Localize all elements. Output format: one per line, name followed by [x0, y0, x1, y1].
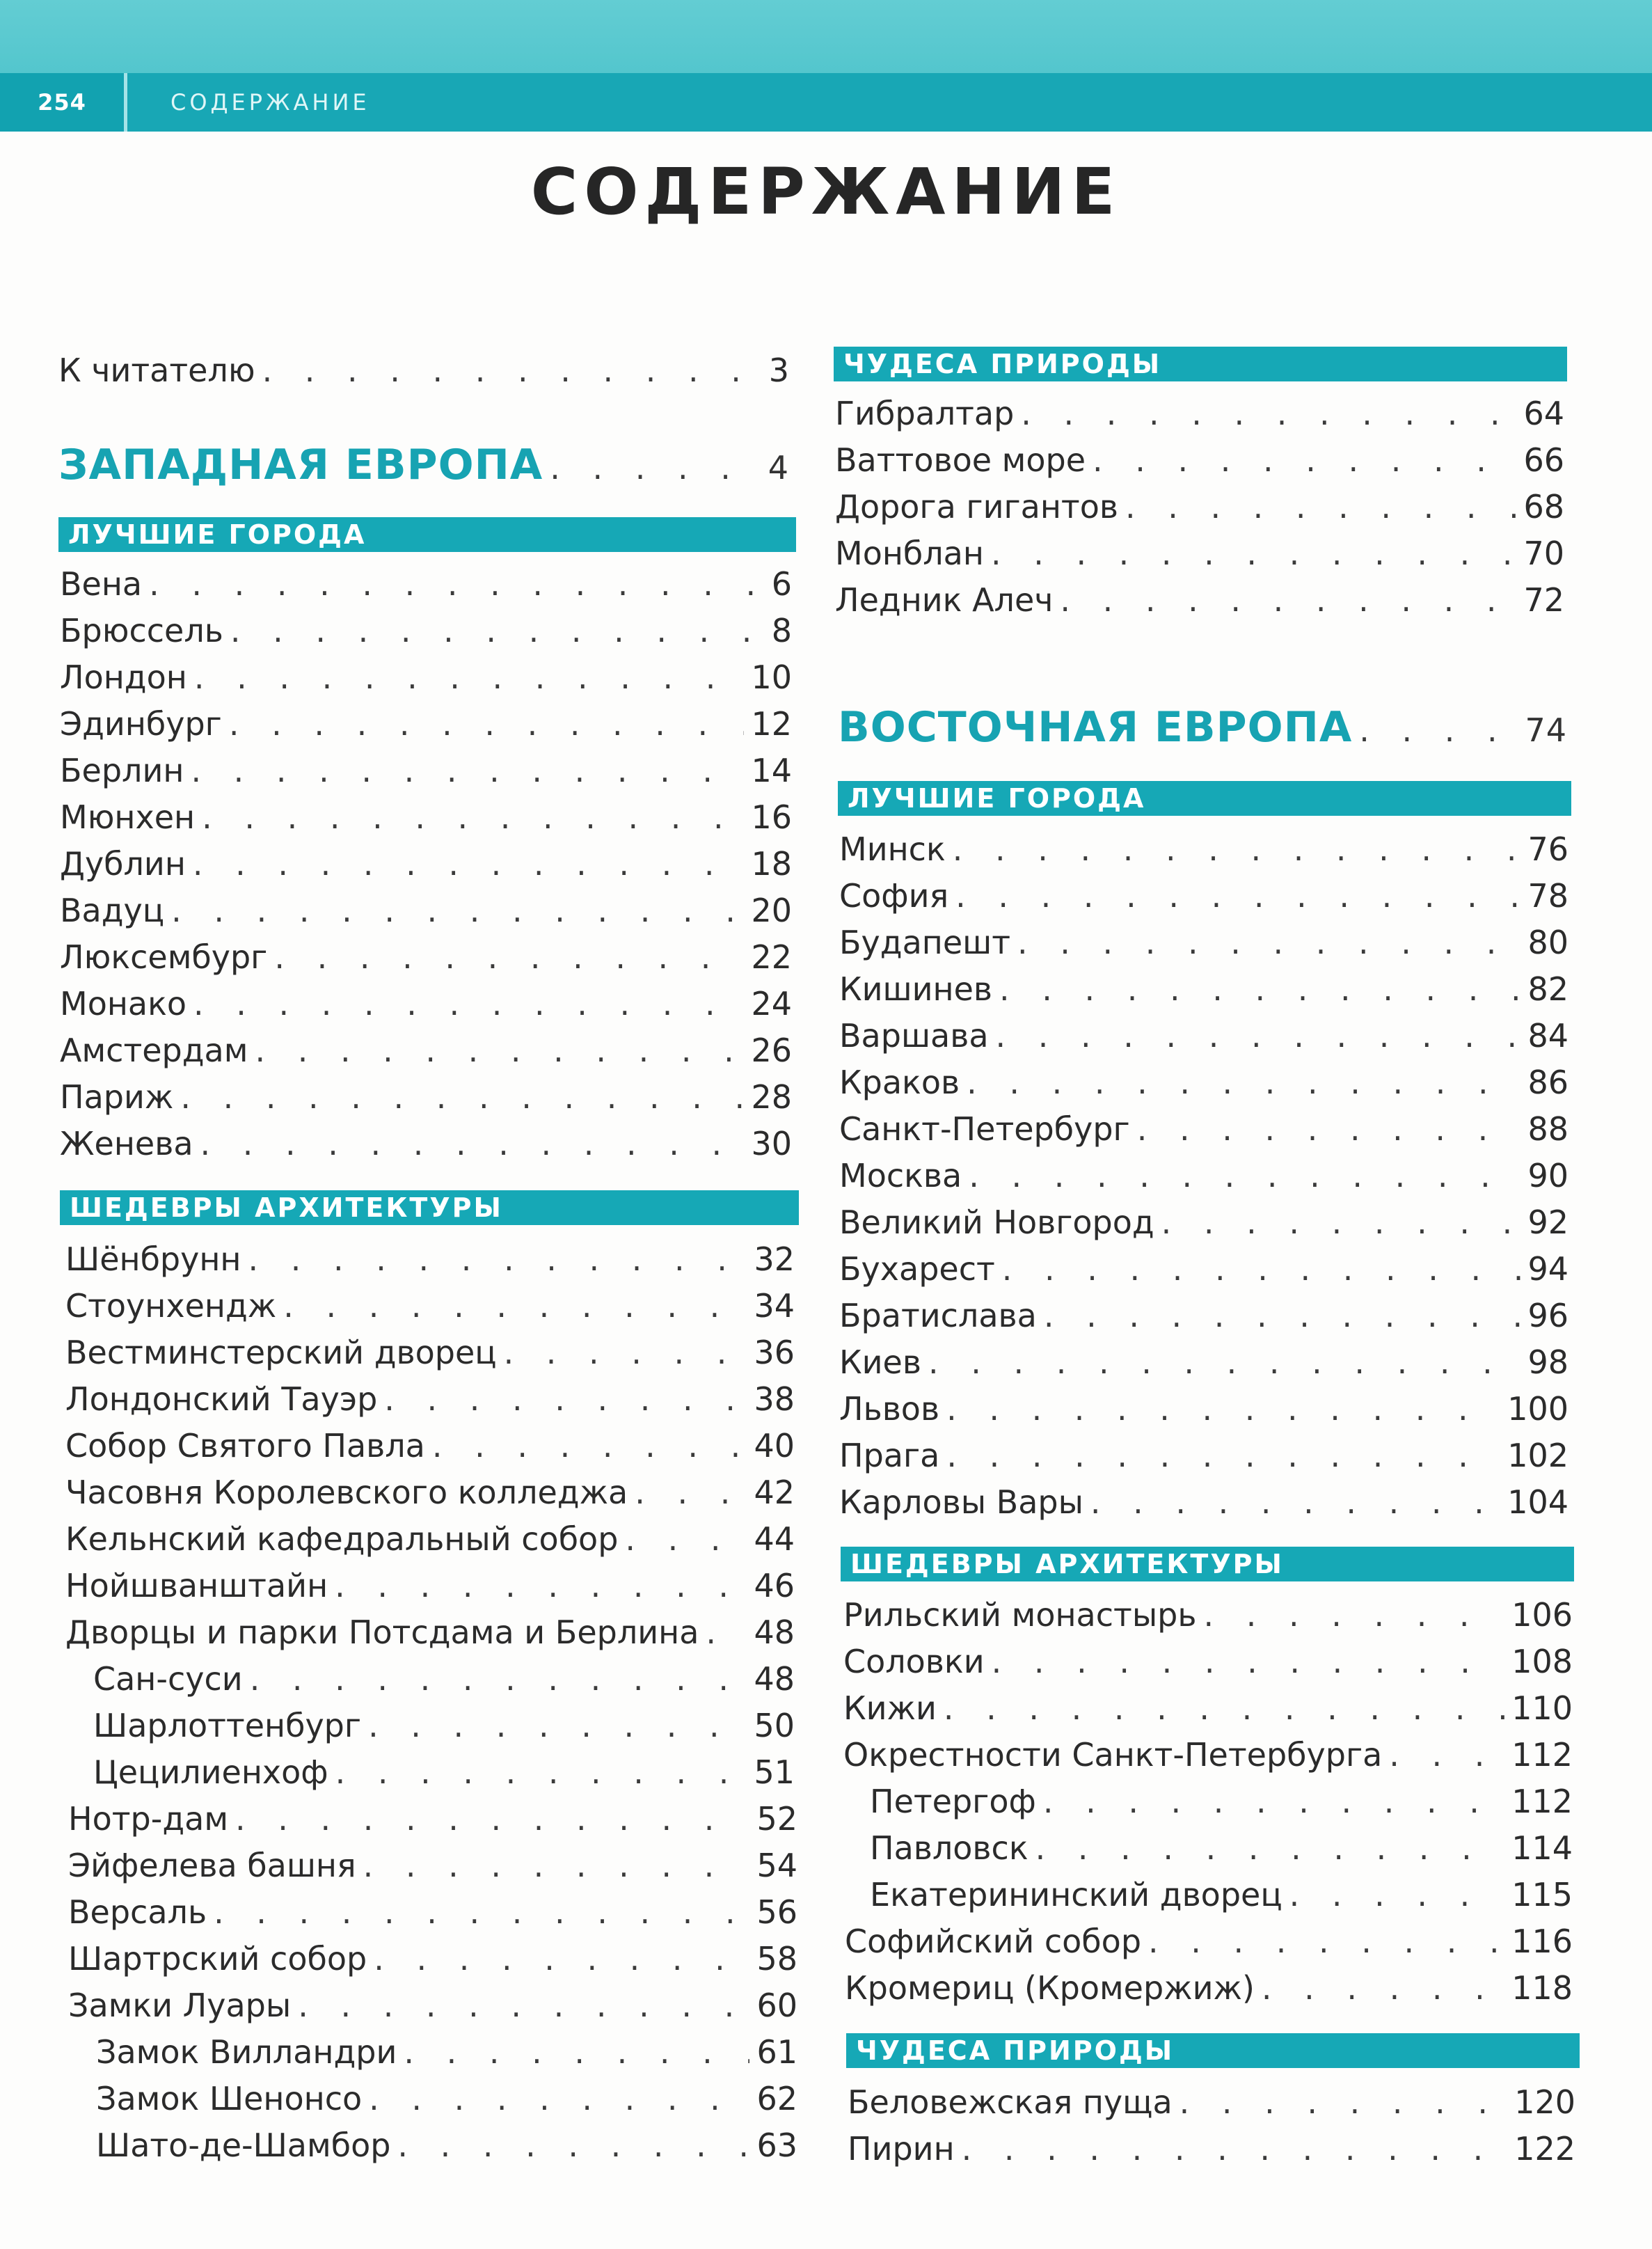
toc-entry-page: 62	[756, 2080, 797, 2117]
toc-entry-label: Брюссель	[60, 612, 223, 649]
toc-entry-page: 38	[754, 1380, 795, 1418]
toc-entry[interactable]	[60, 658, 792, 696]
toc-subentry[interactable]	[93, 1707, 795, 1744]
toc-entry-label: Амстердам	[60, 1032, 248, 1069]
subsection-bar-architecture-west: ШЕДЕВРЫ АРХИТЕКТУРЫ	[60, 1190, 799, 1225]
toc-entry[interactable]	[839, 877, 1568, 915]
toc-entry-label: Эдинбург	[60, 705, 222, 743]
toc-entry-page: 88	[1527, 1110, 1568, 1148]
toc-entry-page: 12	[751, 705, 792, 743]
toc-entry-label: Вадуц	[60, 892, 165, 929]
toc-entry-label: Павловск	[870, 1829, 1028, 1867]
toc-entry-page: 36	[754, 1334, 795, 1371]
toc-entry-page: 16	[751, 798, 792, 836]
toc-entry[interactable]	[845, 1923, 1573, 1960]
toc-entry-page: 94	[1527, 1250, 1568, 1288]
subsection-bar-best-cities-west: ЛУЧШИЕ ГОРОДА	[58, 517, 796, 552]
toc-entry-label: Пирин	[848, 2130, 955, 2168]
toc-entry-page: 70	[1523, 535, 1564, 572]
toc-entry[interactable]	[60, 1125, 792, 1162]
toc-entry[interactable]	[60, 1032, 792, 1069]
toc-entry[interactable]	[848, 2083, 1575, 2121]
toc-entry-page: 18	[751, 845, 792, 883]
subsection-bar-architecture-east: ШЕДЕВРЫ АРХИТЕКТУРЫ	[841, 1547, 1574, 1581]
toc-entry[interactable]	[65, 1567, 795, 1604]
section-heading-page: 74	[1525, 711, 1567, 749]
toc-entry-label: Минск	[839, 830, 946, 868]
toc-entry-page: 82	[1527, 970, 1568, 1008]
toc-entry[interactable]	[843, 1596, 1573, 1634]
toc-entry-label: Окрестности Санкт-Петербурга	[843, 1736, 1383, 1774]
toc-entry-page: 66	[1523, 441, 1564, 479]
toc-entry-page: 118	[1511, 1969, 1573, 2007]
toc-entry[interactable]	[839, 1297, 1568, 1334]
toc-entry-label: Москва	[839, 1157, 962, 1194]
toc-entry-label: Рильский монастырь	[843, 1596, 1197, 1634]
toc-subentry[interactable]	[93, 1660, 795, 1698]
toc-entry[interactable]	[60, 612, 792, 649]
toc-entry-label: Санкт-Петербург	[839, 1110, 1130, 1148]
toc-entry-page: 26	[751, 1032, 792, 1069]
toc-entry-label: Дворцы и парки Потсдама и Берлина	[65, 1613, 699, 1651]
toc-entry-label: Кельнский кафедральный собор	[65, 1520, 619, 1558]
toc-entry-label: Киев	[839, 1343, 921, 1381]
toc-entry-label: Карловы Вары	[839, 1483, 1083, 1521]
toc-entry[interactable]	[68, 1847, 797, 1884]
toc-entry[interactable]	[68, 1940, 797, 1978]
toc-entry-label: Лондонский Тауэр	[65, 1380, 378, 1418]
toc-entry[interactable]	[65, 1334, 795, 1371]
toc-subentry[interactable]	[870, 1783, 1573, 1820]
toc-entry-page: 84	[1527, 1017, 1568, 1055]
toc-entry[interactable]	[839, 1064, 1568, 1101]
toc-entry-page: 6	[771, 565, 792, 603]
toc-entry[interactable]	[839, 830, 1568, 868]
toc-entry[interactable]	[839, 924, 1568, 961]
toc-entry-page: 46	[754, 1567, 795, 1604]
toc-subentry[interactable]	[870, 1829, 1573, 1867]
toc-entry-page: 72	[1523, 581, 1564, 619]
toc-entry-label: Часовня Королевского колледжа	[65, 1474, 628, 1511]
toc-entry-page: 28	[751, 1078, 792, 1116]
toc-entry-page: 44	[754, 1520, 795, 1558]
toc-entry-page: 54	[756, 1847, 797, 1884]
toc-entry-page: 61	[756, 2033, 797, 2071]
toc-entry-label: Краков	[839, 1064, 960, 1101]
toc-entry[interactable]	[65, 1613, 795, 1651]
toc-entry-label: Сан-суси	[93, 1660, 243, 1698]
toc-entry[interactable]	[839, 1204, 1568, 1241]
toc-entry[interactable]	[60, 892, 792, 929]
toc-entry-page: 104	[1507, 1483, 1568, 1521]
toc-entry[interactable]	[60, 938, 792, 976]
section-heading-label: ВОСТОЧНАЯ ЕВРОПА	[838, 703, 1353, 752]
toc-entry-page: 112	[1511, 1783, 1573, 1820]
toc-entry-label: Ваттовое море	[835, 441, 1086, 479]
toc-entry[interactable]	[839, 1250, 1568, 1288]
toc-entry[interactable]	[845, 1969, 1573, 2007]
toc-entry-page: 120	[1514, 2083, 1575, 2121]
toc-entry[interactable]	[58, 352, 789, 389]
toc-entry-page: 51	[754, 1753, 795, 1791]
toc-entry-page: 116	[1511, 1923, 1573, 1960]
toc-entry[interactable]	[839, 970, 1568, 1008]
toc-entry-page: 96	[1527, 1297, 1568, 1334]
toc-entry-page: 122	[1514, 2130, 1575, 2168]
toc-entry-page: 42	[754, 1474, 795, 1511]
toc-entry-page: 106	[1511, 1596, 1573, 1634]
toc-entry[interactable]	[60, 985, 792, 1023]
toc-entry[interactable]	[60, 845, 792, 883]
toc-entry[interactable]	[839, 1157, 1568, 1194]
toc-entry-label: Нотр-дам	[68, 1800, 229, 1838]
toc-entry[interactable]	[843, 1736, 1573, 1774]
toc-entry-label: Люксембург	[60, 938, 268, 976]
toc-entry-page: 48	[754, 1613, 795, 1651]
toc-entry[interactable]	[843, 1689, 1573, 1727]
toc-entry-page: 110	[1511, 1689, 1573, 1727]
toc-entry-page: 64	[1523, 395, 1564, 432]
toc-entry-label: Соловки	[843, 1643, 985, 1680]
toc-entry-page: 68	[1523, 488, 1564, 526]
toc-entry-label: Дублин	[60, 845, 186, 883]
section-heading-label: ЗАПАДНАЯ ЕВРОПА	[58, 441, 543, 489]
toc-entry-page: 22	[751, 938, 792, 976]
subsection-bar-best-cities-east: ЛУЧШИЕ ГОРОДА	[838, 781, 1571, 816]
toc-entry-page: 32	[754, 1240, 795, 1278]
toc-entry-label: Мюнхен	[60, 798, 196, 836]
toc-entry-label: Ледник Алеч	[835, 581, 1054, 619]
toc-entry-label: Дорога гигантов	[835, 488, 1118, 526]
toc-entry[interactable]	[65, 1520, 795, 1558]
toc-entry[interactable]	[65, 1380, 795, 1418]
toc-entry[interactable]	[68, 1800, 797, 1838]
toc-entry-label: Кижи	[843, 1689, 937, 1727]
toc-entry[interactable]	[835, 488, 1564, 526]
toc-entry-label: Екатерининский дворец	[870, 1876, 1282, 1913]
toc-entry-label: Будапешт	[839, 924, 1011, 961]
section-heading-western-europe[interactable]	[58, 441, 789, 489]
toc-entry-label: Софийский собор	[845, 1923, 1142, 1960]
toc-entry[interactable]	[835, 535, 1564, 572]
running-title: СОДЕРЖАНИЕ	[170, 89, 370, 116]
toc-entry-label: Замок Шенонсо	[96, 2080, 363, 2117]
toc-entry-page: 8	[771, 612, 792, 649]
toc-entry[interactable]	[839, 1437, 1568, 1474]
toc-entry-page: 14	[751, 752, 792, 789]
toc-entry-label: Женева	[60, 1125, 193, 1162]
toc-entry[interactable]	[68, 1893, 797, 1931]
toc-entry-label: Собор Святого Павла	[65, 1427, 425, 1465]
toc-entry-page: 98	[1527, 1343, 1568, 1381]
toc-entry-page: 100	[1507, 1390, 1568, 1428]
toc-entry-label: София	[839, 877, 949, 915]
toc-entry-page: 63	[756, 2126, 797, 2164]
toc-entry-label: Вестминстерский дворец	[65, 1334, 497, 1371]
toc-entry-label: Нойшванштайн	[65, 1567, 328, 1604]
toc-entry-page: 78	[1527, 877, 1568, 915]
toc-subentry[interactable]	[96, 2080, 797, 2117]
toc-entry-page: 30	[751, 1125, 792, 1162]
toc-subentry[interactable]	[96, 2033, 797, 2071]
toc-entry-label: Замок Вилландри	[96, 2033, 397, 2071]
toc-entry[interactable]	[60, 705, 792, 743]
subsection-bar-nature-east: ЧУДЕСА ПРИРОДЫ	[846, 2033, 1580, 2068]
toc-entry[interactable]	[839, 1343, 1568, 1381]
toc-entry[interactable]	[65, 1427, 795, 1465]
page-number-box	[0, 73, 127, 132]
toc-entry-page: 115	[1511, 1876, 1573, 1913]
toc-entry[interactable]	[848, 2130, 1575, 2168]
toc-entry-page: 60	[756, 1987, 797, 2024]
toc-entry-page: 52	[756, 1800, 797, 1838]
toc-entry[interactable]	[839, 1390, 1568, 1428]
toc-entry[interactable]	[68, 1987, 797, 2024]
toc-entry-label: Варшава	[839, 1017, 989, 1055]
toc-entry-page: 92	[1527, 1204, 1568, 1241]
toc-entry-label: Лондон	[60, 658, 187, 696]
toc-entry-label: Эйфелева башня	[68, 1847, 356, 1884]
toc-entry-page: 3	[768, 352, 789, 389]
toc-entry-label: Вена	[60, 565, 143, 603]
toc-entry-label: Шёнбрунн	[65, 1240, 241, 1278]
toc-entry[interactable]	[843, 1643, 1573, 1680]
toc-subentry[interactable]	[870, 1876, 1573, 1913]
toc-entry-page: 24	[751, 985, 792, 1023]
toc-entry-label: Замки Луары	[68, 1987, 292, 2024]
toc-entry[interactable]	[60, 752, 792, 789]
toc-entry-page: 56	[756, 1893, 797, 1931]
toc-entry-label: Монблан	[835, 535, 984, 572]
toc-entry[interactable]	[835, 395, 1564, 432]
toc-entry[interactable]	[65, 1474, 795, 1511]
toc-entry-page: 20	[751, 892, 792, 929]
toc-entry-page: 114	[1511, 1829, 1573, 1867]
section-heading-page: 4	[768, 449, 789, 487]
toc-entry-label: Бухарест	[839, 1250, 995, 1288]
toc-entry-page: 112	[1511, 1736, 1573, 1774]
toc-subentry[interactable]	[93, 1753, 795, 1791]
section-heading-eastern-europe[interactable]	[838, 703, 1567, 752]
toc-entry-page: 10	[751, 658, 792, 696]
toc-entry-page: 48	[754, 1660, 795, 1698]
toc-entry-label: К читателю	[58, 352, 255, 389]
toc-entry-page: 108	[1511, 1643, 1573, 1680]
page-number: 254	[38, 89, 86, 116]
toc-entry-page: 80	[1527, 924, 1568, 961]
toc-entry[interactable]	[65, 1240, 795, 1278]
toc-entry-label: Монако	[60, 985, 187, 1023]
toc-entry[interactable]	[839, 1110, 1568, 1148]
toc-entry-page: 102	[1507, 1437, 1568, 1474]
toc-entry[interactable]	[60, 565, 792, 603]
toc-entry-label: Париж	[60, 1078, 174, 1116]
page-title: СОДЕРЖАНИЕ	[530, 155, 1122, 229]
toc-entry[interactable]	[60, 798, 792, 836]
toc-entry-label: Берлин	[60, 752, 184, 789]
toc-entry-label: Петергоф	[870, 1783, 1036, 1820]
toc-entry-label: Братислава	[839, 1297, 1037, 1334]
toc-entry-page: 34	[754, 1287, 795, 1325]
toc-entry-label: Гибралтар	[835, 395, 1015, 432]
toc-entry-label: Великий Новгород	[839, 1204, 1154, 1241]
toc-entry-label: Львов	[839, 1390, 940, 1428]
toc-entry-label: Шарлоттенбург	[93, 1707, 362, 1744]
toc-entry-page: 76	[1527, 830, 1568, 868]
top-color-band	[0, 0, 1652, 73]
toc-entry-label: Версаль	[68, 1893, 207, 1931]
toc-entry-label: Беловежская пуща	[848, 2083, 1173, 2121]
toc-entry-label: Кромериц (Кромержиж)	[845, 1969, 1255, 2007]
toc-entry-page: 50	[754, 1707, 795, 1744]
toc-entry[interactable]	[839, 1483, 1568, 1521]
toc-entry[interactable]	[835, 441, 1564, 479]
toc-entry-label: Прага	[839, 1437, 940, 1474]
toc-entry-page: 58	[756, 1940, 797, 1978]
toc-entry-label: Шато-де-Шамбор	[96, 2126, 391, 2164]
toc-entry-page: 86	[1527, 1064, 1568, 1101]
toc-entry-label: Цецилиенхоф	[93, 1753, 328, 1791]
toc-entry-label: Стоунхендж	[65, 1287, 277, 1325]
toc-entry-page: 40	[754, 1427, 795, 1465]
toc-entry[interactable]	[835, 581, 1564, 619]
toc-entry-label: Шартрский собор	[68, 1940, 367, 1978]
subsection-bar-nature-west: ЧУДЕСА ПРИРОДЫ	[834, 347, 1567, 381]
toc-entry[interactable]	[65, 1287, 795, 1325]
toc-entry[interactable]	[60, 1078, 792, 1116]
toc-subentry[interactable]	[96, 2126, 797, 2164]
toc-entry-label: Кишинев	[839, 970, 993, 1008]
toc-entry[interactable]	[839, 1017, 1568, 1055]
toc-entry-page: 90	[1527, 1157, 1568, 1194]
